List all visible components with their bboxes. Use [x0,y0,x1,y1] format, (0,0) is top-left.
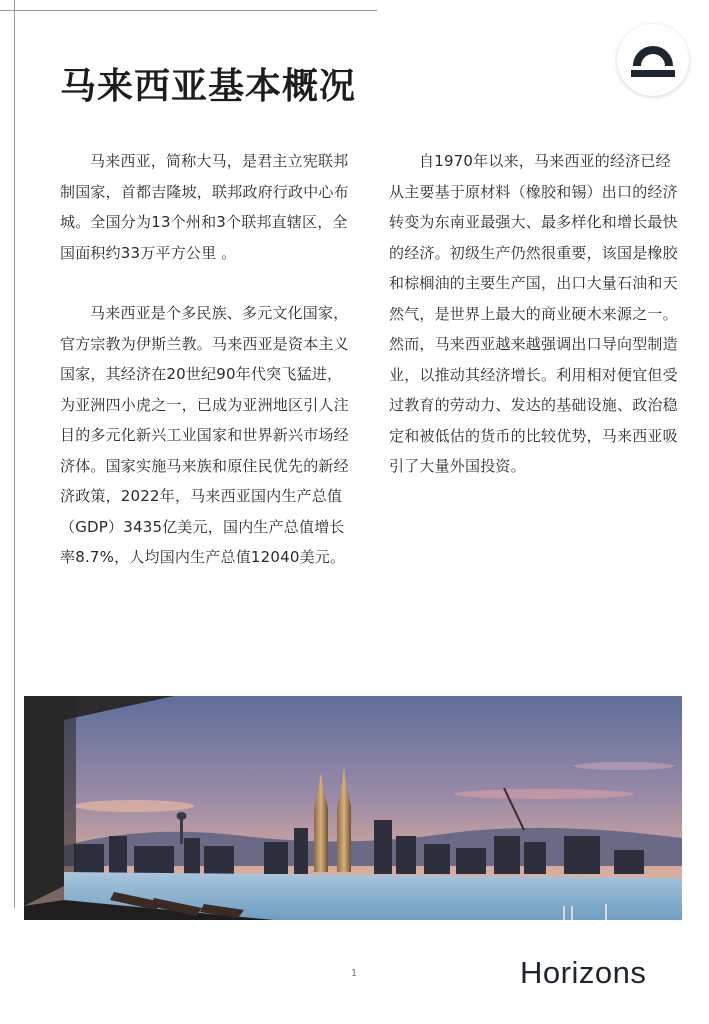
top-rule-line [0,10,377,11]
paragraph: 马来西亚，简称大马，是君主立宪联邦制国家，首都吉隆坡，联邦政府行政中心布城。全国分为13个州和3个联邦直辖区，全国面积约33万平方公里 。 [60,152,349,262]
right-text-column [389,146,685,482]
paragraph: 自1970年以来，马来西亚的经济已经从主要基于原材料（橡胶和锡）出口的经济转变为东南亚最强大、最多样化和增长最快的经济。初级生产仍然很重要，该国是橡胶和棕榈油的主要生产国，出口大量石油和天然气，是世界上最大的商业硬木来源之一。然而，马来西亚越来越强调出口导向型制造业，以推动其经济增长。利用相对便宜但受过教育的劳动力、发达的基础设施、政治稳定和被低估的货币的比较优势，马来西亚吸引了大量外国投资。 [389,152,678,475]
brand-mark-icon [617,24,689,96]
left-rule-line [14,0,15,908]
page-title: 马来西亚基本概况 [60,66,357,107]
brand-logo: Horizons [520,955,647,990]
left-text-column [60,146,356,573]
paragraph: 马来西亚是个多民族、多元文化国家，官方宗教为伊斯兰教。马来西亚是资本主义国家，其经济在20世纪90年代突飞猛进，为亚洲四小虎之一，已成为亚洲地区引人注目的多元化新兴工业国家和世界新兴市场经济体。国家实施马来族和原住民优先的新经济政策，2022年，马来西亚国内生产总值（GDP）3435亿美元，国内生产总值增长率8.7%，人均国内生产总值12040美元。 [60,304,349,566]
page-number: 1 [350,968,358,979]
skyline-photo [24,696,682,920]
